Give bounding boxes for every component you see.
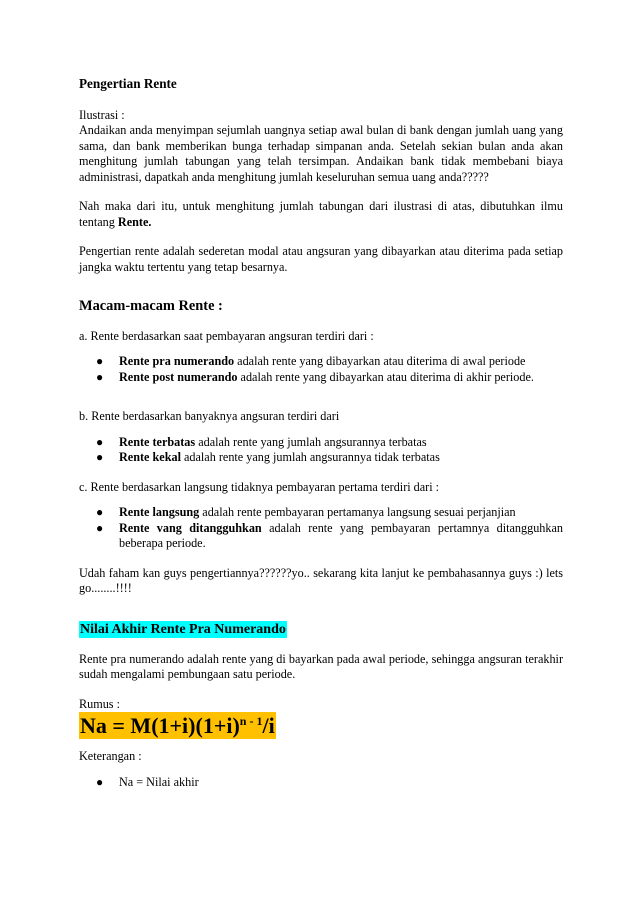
list-item [79, 505, 563, 521]
list-item [79, 435, 563, 451]
definition-paragraph: Pengertian rente adalah sederetan modal atau angsuran yang dibayarkan atau diterima pada setiap jangka waktu tertentu yang tetap besarnya. [79, 244, 563, 274]
formula [79, 712, 276, 739]
nilai-paragraph: Rente pra numerando adalah rente yang di bayarkan pada awal periode, sehingga angsuran terakhir sudah mengalami pembungaan satu periode. [79, 651, 563, 681]
formula-base: Na = M(1+i)(1+i) [80, 713, 240, 738]
bullet-icon: ● [96, 450, 104, 464]
list-item-desc: adalah rente yang jumlah angsurannya tidak terbatas [184, 450, 440, 464]
ilustrasi-paragraph: Andaikan anda menyimpan sejumlah uangnya setiap awal bulan di bank dengan jumlah uang yang sama, dan bank memberikan bunga terhadap simpanan anda. Setelah sekian bulan anda akan menghitung jumlah tabungan yang telah tersimpan. Andaikan bank tidak membebani biaya administrasi, dapatkah anda menghitung jumlah keseluruhan semua uang anda????? [79, 123, 563, 184]
list-item-term: Rente post numerando [119, 369, 238, 384]
bullet-icon: ● [96, 354, 104, 368]
list-item-desc: adalah rente pembayaran pertamanya langsung sesuai perjanjian [202, 505, 516, 519]
section-b-intro: b. Rente berdasarkan banyaknya angsuran terdiri dari [79, 409, 340, 423]
list-item [79, 775, 563, 791]
nah-paragraph [79, 199, 563, 230]
section-b-list [79, 435, 563, 466]
list-item-term: Rente pra numerando [119, 354, 235, 368]
keterangan-label: Keterangan : [79, 749, 142, 763]
list-item-term: Rente vang ditangguhkan [119, 520, 262, 535]
list-item [79, 370, 563, 386]
page-title: Pengertian Rente [79, 76, 177, 91]
ilustrasi-label: Ilustrasi : [79, 107, 125, 122]
bullet-icon: ● [96, 520, 104, 535]
formula-tail: /i [262, 713, 275, 738]
bullet-icon: ● [96, 505, 104, 519]
keterangan-list [79, 775, 563, 791]
list-item-term: Rente langsung [119, 505, 200, 519]
list-item [79, 521, 563, 552]
nilai-heading: Nilai Akhir Rente Pra Numerando [80, 621, 286, 637]
list-item [79, 450, 563, 466]
list-item-desc: adalah rente yang dibayarkan atau diterima di awal periode [237, 354, 526, 368]
rumus-label: Rumus : [79, 696, 120, 711]
list-item-term: Rente terbatas [119, 434, 196, 449]
section-c-list [79, 505, 563, 552]
keterangan-item: Na = Nilai akhir [119, 774, 199, 789]
list-item-desc: adalah rente yang jumlah angsurannya terbatas [198, 434, 427, 449]
section-a-list [79, 354, 563, 385]
document-page [79, 76, 563, 790]
section-a-intro: a. Rente berdasarkan saat pembayaran angsuran terdiri dari : [79, 328, 374, 343]
bullet-icon: ● [96, 774, 104, 789]
bullet-icon: ● [96, 434, 104, 449]
nah-text: Nah maka dari itu, untuk menghitung jumlah tabungan dari ilustrasi di atas, dibutuhkan ilmu tentang [79, 199, 563, 229]
list-item-desc: adalah rente yang pembayaran pertamnya ditangguhkan beberapa periode. [119, 520, 564, 550]
list-item-term: Rente kekal [119, 450, 181, 464]
bullet-icon: ● [96, 369, 104, 384]
nah-bold: Rente. [117, 214, 152, 229]
list-item-desc: adalah rente yang dibayarkan atau diterima di akhir periode. [240, 369, 534, 384]
closing-paragraph: Udah faham kan guys pengertiannya??????yo.. sekarang kita lanjut ke pembahasannya guys :) lets go........!!!! [79, 565, 563, 595]
macam-heading: Macam-macam Rente : [79, 298, 223, 314]
formula-exponent: n - 1 [239, 714, 263, 728]
list-item [79, 354, 563, 370]
section-c-intro: c. Rente berdasarkan langsung tidaknya pembayaran pertama terdiri dari : [79, 479, 440, 494]
